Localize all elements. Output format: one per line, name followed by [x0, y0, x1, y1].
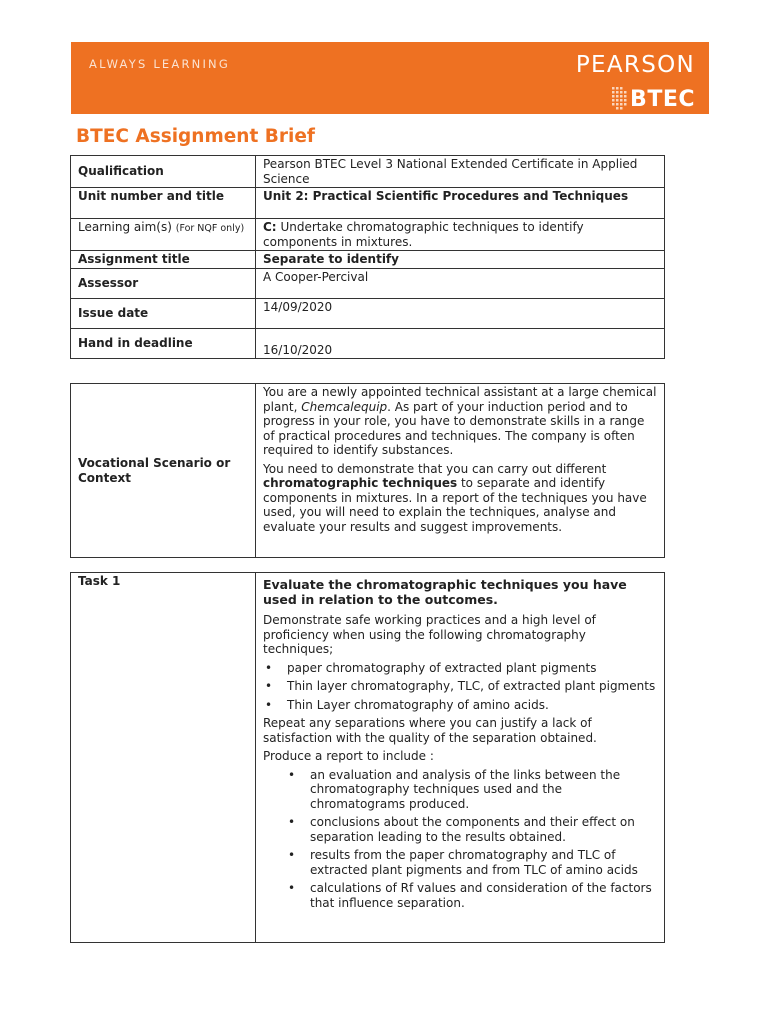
scenario-p2-end: to separate and identify components in mixtures. In a report of the techniques you have used, you will need to explain the techniques, analyse and evaluate your results and suggest improvements.	[263, 476, 647, 534]
assignment-title-value: Separate to identify	[256, 251, 665, 269]
btec-logo	[611, 84, 695, 114]
scenario-paragraph-1	[263, 385, 657, 458]
scenario-p1-end: . As part of your induction period and to progress in your role, you have to demonstrate skills in a range of practical procedures and techniques. The company is often required to identify substances.	[263, 399, 645, 457]
assignment-title-label: Assignment title	[71, 251, 256, 269]
assignment-details-table	[70, 155, 665, 359]
issue-date-row	[71, 298, 665, 328]
task-label: Task 1	[71, 573, 256, 943]
aim-text: Undertake chromatographic techniques to identify components in mixtures.	[263, 220, 584, 249]
deadline-value: 16/10/2020	[256, 328, 665, 358]
unit-row	[71, 188, 665, 219]
report-list	[263, 768, 657, 911]
scenario-label: Vocational Scenario or Context	[71, 384, 256, 558]
scenario-table	[70, 383, 665, 558]
technique-item: • Thin Layer chromatography of amino acids.	[287, 698, 657, 713]
task-row	[71, 573, 665, 943]
qualification-row	[71, 156, 665, 188]
learning-aim-value	[256, 219, 665, 251]
unit-label: Unit number and title	[71, 188, 256, 219]
company-name: Chemcalequip	[301, 399, 388, 414]
scenario-row	[71, 384, 665, 558]
task-table	[70, 572, 665, 943]
deadline-row	[71, 328, 665, 358]
tagline: ALWAYS LEARNING	[89, 57, 230, 71]
repeat-instruction: Repeat any separations where you can justify a lack of satisfaction with the quality of the separation obtained.	[263, 716, 597, 745]
assessor-row	[71, 268, 665, 298]
task-intro: Demonstrate safe working practices and a high level of proficiency when using the following chromatography techniques;	[263, 613, 596, 656]
technique-item: • Thin layer chromatography, TLC, of extracted plant pigments	[287, 679, 657, 694]
report-item: • an evaluation and analysis of the links between the chromatography techniques used and the chromatograms produced.	[310, 768, 657, 812]
issue-date-value: 14/09/2020	[256, 298, 665, 328]
task-content	[256, 573, 665, 943]
scenario-p1-start: You are a newly appointed technical assistant at a large chemical plant,	[263, 385, 657, 414]
scenario-p2-start: You need to demonstrate that you can carry out different	[263, 461, 607, 476]
page-title: BTEC Assignment Brief	[76, 126, 315, 147]
assignment-title-row	[71, 251, 665, 269]
technique-item: • paper chromatography of extracted plant pigments	[287, 661, 657, 676]
scenario-text	[256, 384, 665, 558]
learning-aim-row	[71, 219, 665, 251]
btec-dots-icon	[611, 86, 627, 112]
learning-aim-label-cell	[71, 219, 256, 251]
report-intro: Produce a report to include :	[263, 749, 434, 763]
nqf-note: (For NQF only)	[175, 223, 245, 234]
unit-value: Unit 2: Practical Scientific Procedures and Techniques	[256, 188, 665, 219]
assessor-value: A Cooper-Percival	[256, 268, 665, 298]
deadline-label: Hand in deadline	[71, 328, 256, 358]
qualification-value: Pearson BTEC Level 3 National Extended Certificate in Applied Science	[256, 156, 665, 188]
pearson-logo: PEARSON	[575, 52, 695, 78]
pearson-header-banner	[71, 42, 709, 114]
btec-wordmark: BTEC	[630, 86, 695, 112]
assessor-label: Assessor	[71, 268, 256, 298]
qualification-label: Qualification	[71, 156, 256, 188]
report-item: • calculations of Rf values and consideration of the factors that influence separation.	[310, 881, 657, 910]
technique-list	[263, 661, 657, 713]
report-item: • results from the paper chromatography and TLC of extracted plant pigments and from TLC of amino acids	[310, 848, 657, 877]
task-heading: Evaluate the chromatographic techniques you have used in relation to the outcomes.	[263, 577, 627, 607]
issue-date-label: Issue date	[71, 298, 256, 328]
aim-code: C:	[263, 220, 277, 234]
report-item: • conclusions about the components and their effect on separation leading to the results obtained.	[310, 815, 657, 844]
scenario-emphasis: chromatographic techniques	[263, 476, 458, 490]
learning-aim-label: Learning aim(s)	[78, 220, 172, 234]
scenario-paragraph-2	[263, 462, 657, 535]
